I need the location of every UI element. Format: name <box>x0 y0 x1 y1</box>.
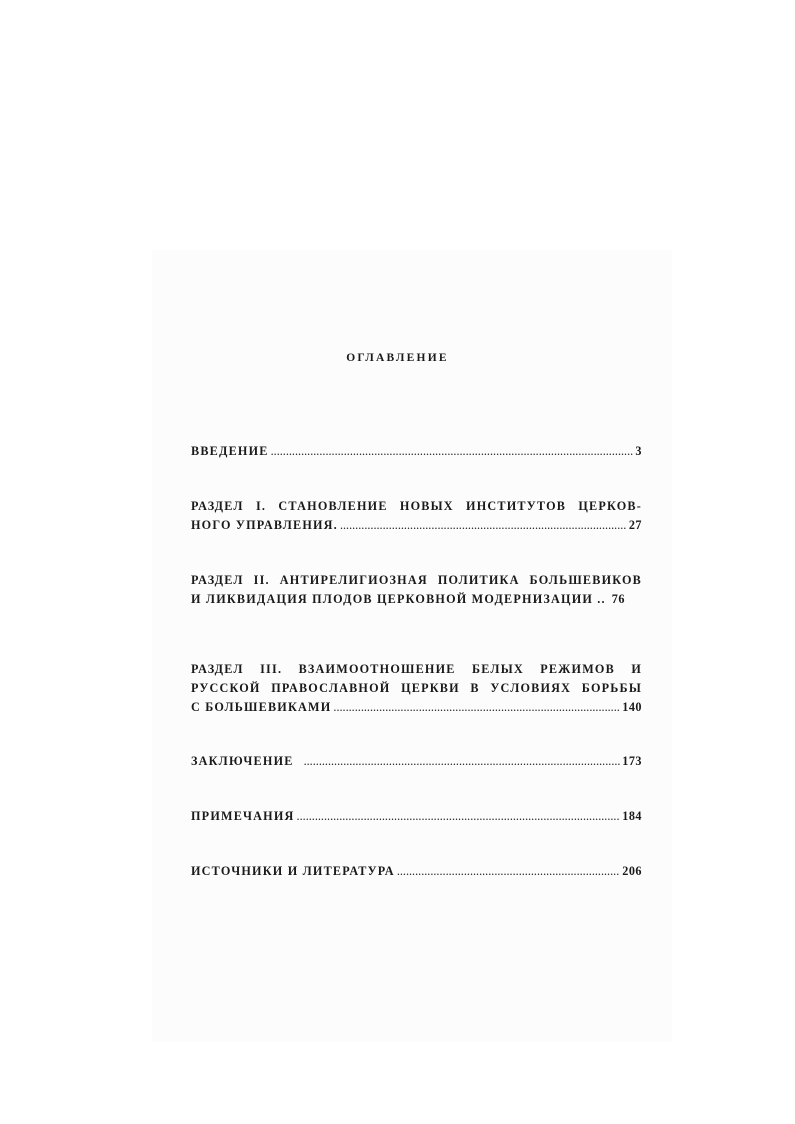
toc-page-number: 76 <box>611 592 625 606</box>
toc-entry-section3-line3[interactable] <box>191 697 642 717</box>
toc-leader-dots <box>271 441 634 461</box>
toc-page-number: 3 <box>635 444 642 458</box>
toc-entry-section3-line1[interactable]: РАЗДЕЛ III. ВЗАИМООТНОШЕНИЕ БЕЛЫХ РЕЖИМОВ И <box>191 662 642 676</box>
toc-entry-section3-line2[interactable]: РУССКОЙ ПРАВОСЛАВНОЙ ЦЕРКВИ В УСЛОВИЯХ БОРЬБЫ <box>191 681 642 695</box>
toc-entry-sources[interactable] <box>191 861 642 881</box>
toc-leader-dots <box>397 861 620 881</box>
page-background <box>152 250 672 1042</box>
toc-page-number: 184 <box>622 809 642 823</box>
toc-entry-label: И ЛИКВИДАЦИЯ ПЛОДОВ ЦЕРКОВНОЙ МОДЕРНИЗАЦИИ .. <box>191 592 606 606</box>
toc-entry-label: ЗАКЛЮЧЕНИЕ <box>191 754 294 768</box>
toc-entry-label: НОГО УПРАВЛЕНИЯ. <box>191 518 338 532</box>
toc-entry-notes[interactable] <box>191 806 642 826</box>
toc-page-number: 206 <box>622 864 642 878</box>
toc-leader-dots <box>340 515 627 535</box>
toc-entry-section1-line2[interactable] <box>191 515 642 535</box>
toc-entry-label: ИСТОЧНИКИ И ЛИТЕРАТУРА <box>191 864 395 878</box>
toc-entry-label: ВВЕДЕНИЕ <box>191 444 269 458</box>
toc-leader-dots <box>304 751 621 771</box>
toc-entry-section1-line1[interactable]: РАЗДЕЛ I. СТАНОВЛЕНИЕ НОВЫХ ИНСТИТУТОВ ЦЕРКОВ- <box>191 499 642 513</box>
toc-page-number: 173 <box>622 754 642 768</box>
toc-entry-conclusion[interactable] <box>191 751 642 771</box>
toc-entry-intro[interactable] <box>191 441 642 461</box>
toc-entry-section2-line1[interactable]: РАЗДЕЛ II. АНТИРЕЛИГИОЗНАЯ ПОЛИТИКА БОЛЬШЕВИКОВ <box>191 573 642 587</box>
toc-leader-dots <box>333 697 620 717</box>
toc-entry-label: С БОЛЬШЕВИКАМИ <box>191 700 332 714</box>
toc-entry-label: ПРИМЕЧАНИЯ <box>191 809 295 823</box>
toc-heading: ОГЛАВЛЕНИЕ <box>346 352 449 364</box>
toc-page-number: 27 <box>628 518 642 532</box>
toc-entry-section2-line2[interactable] <box>191 589 642 609</box>
toc-page-number: 140 <box>622 700 642 714</box>
toc-leader-dots <box>297 806 621 826</box>
